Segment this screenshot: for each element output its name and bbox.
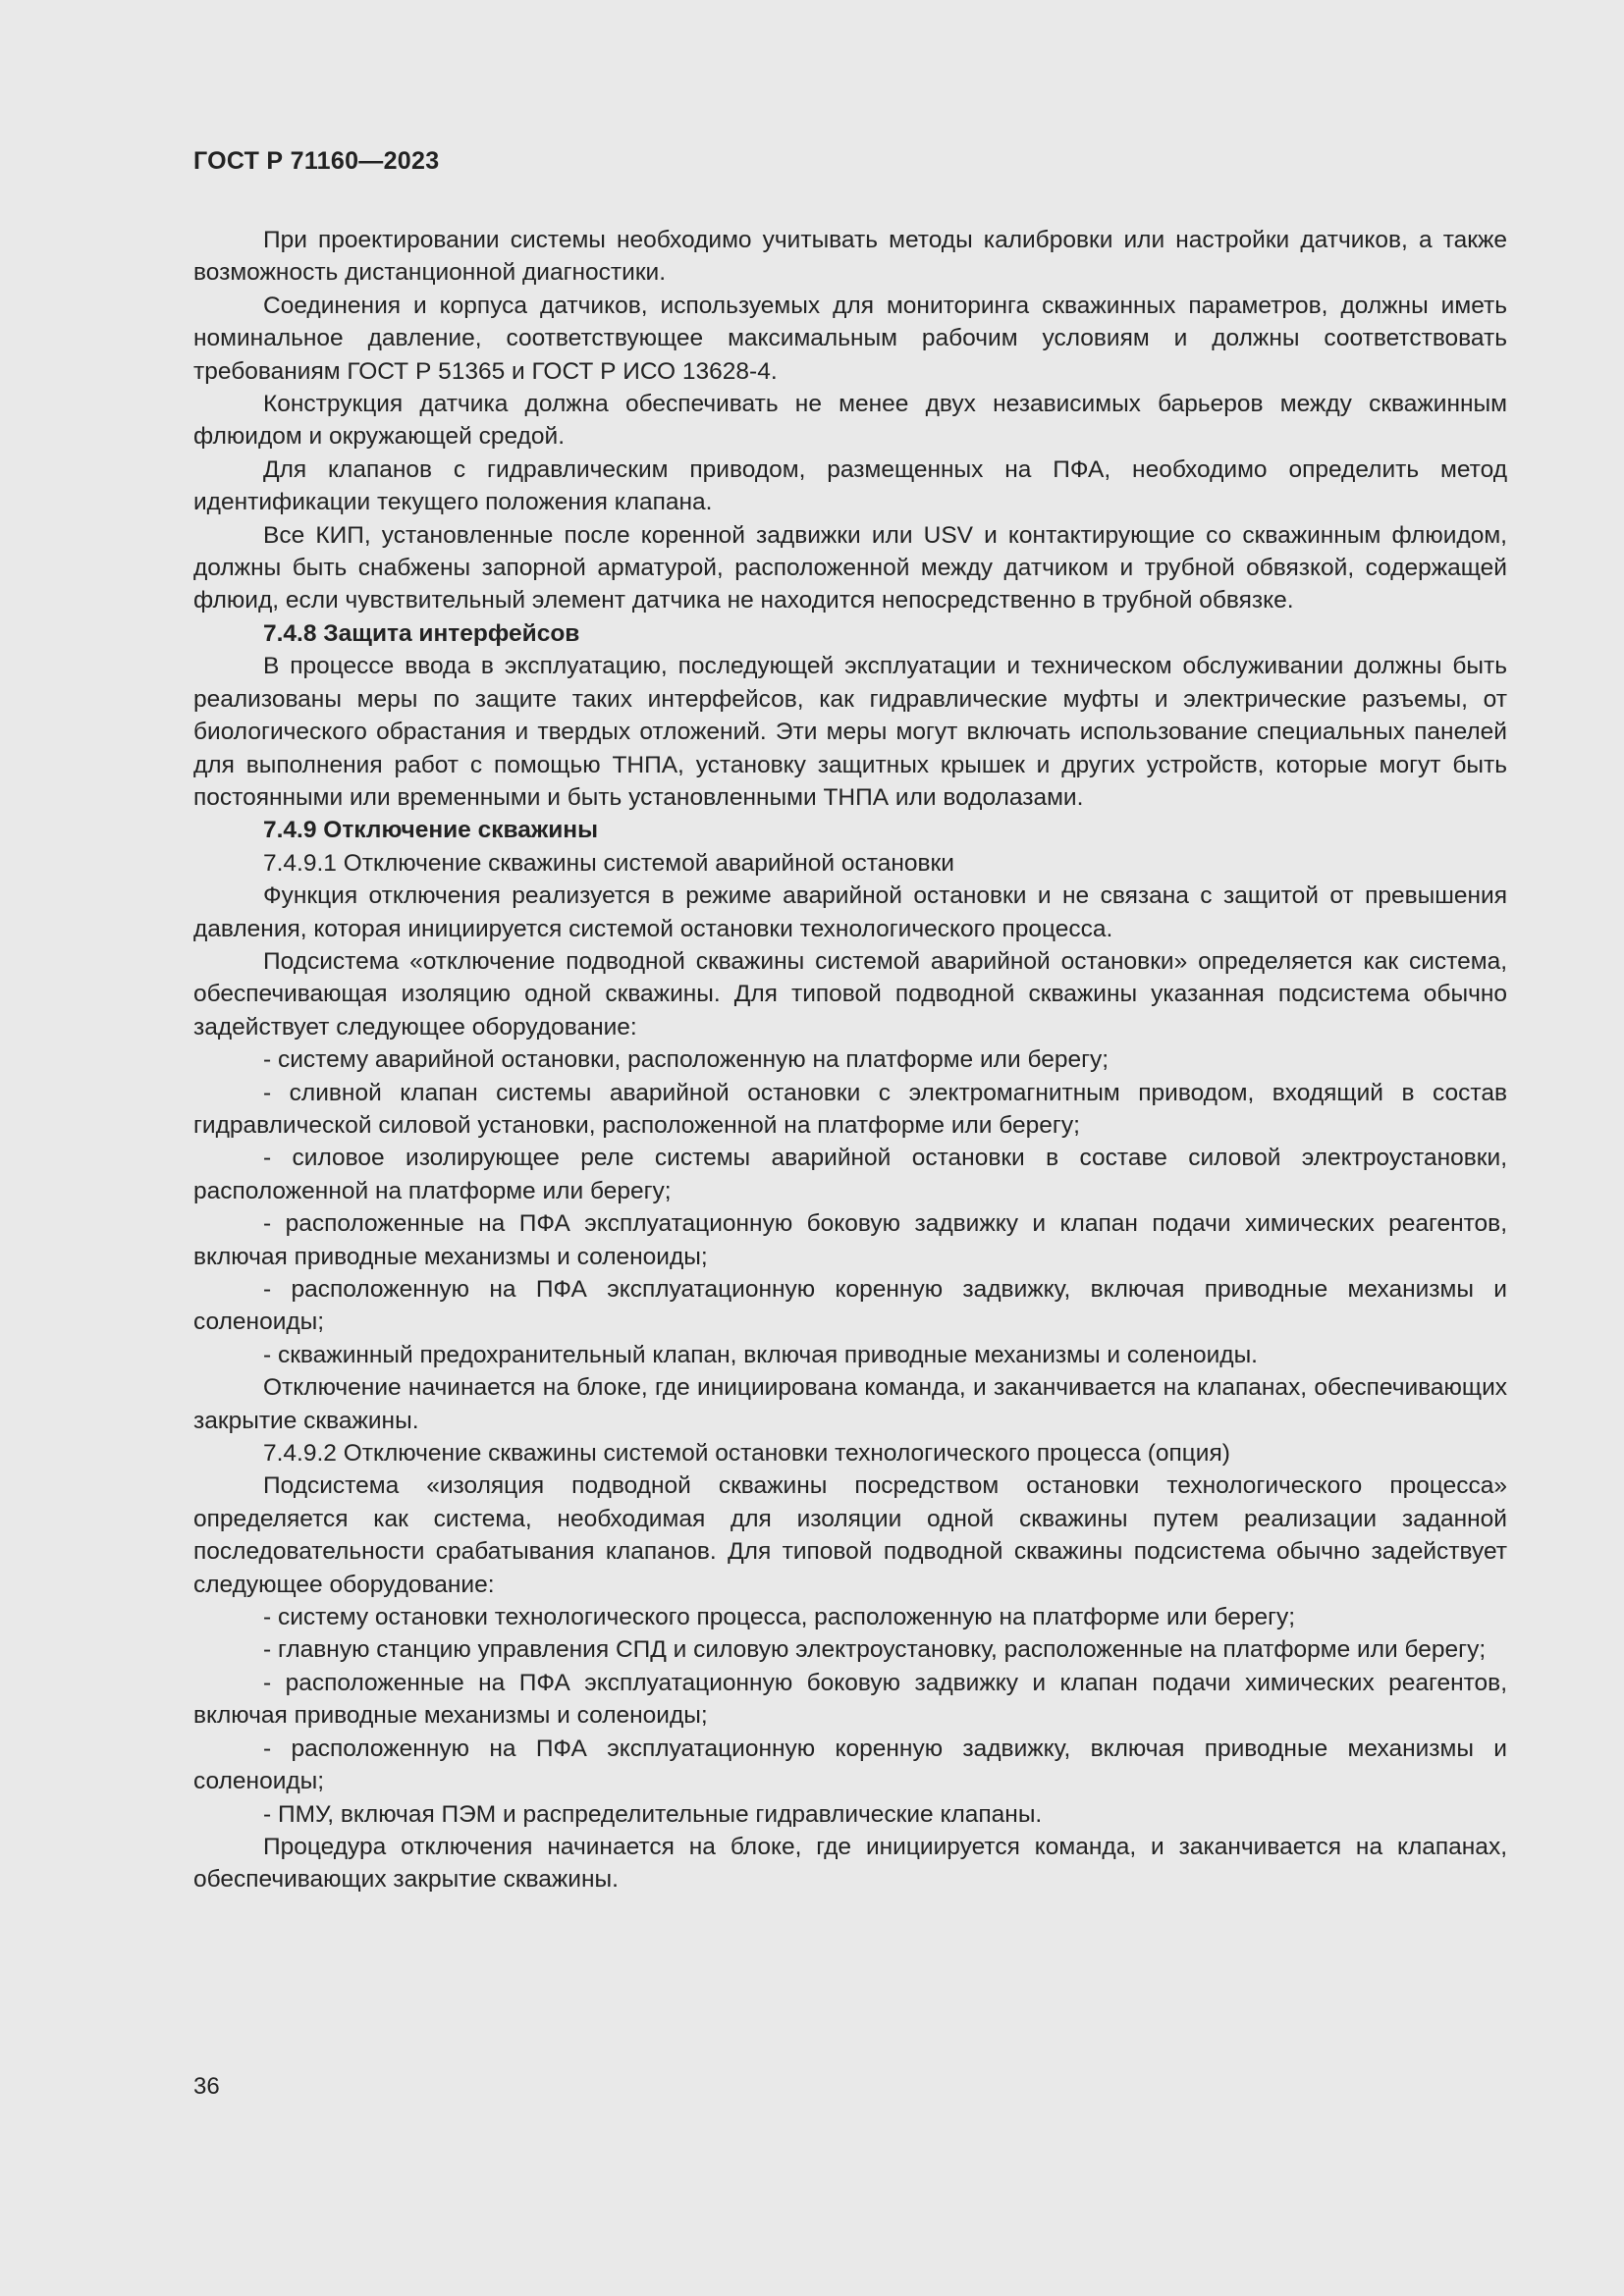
paragraph: Подсистема «отключение подводной скважины системой аварийной остановки» определяется как система, обеспечивающая изоляцию одной скважины. Для типовой подводной скважины указанная подсистема обычно задействует следующее оборудование: [193,947,1507,1041]
paragraph: Все КИП, установленные после коренной задвижки или USV и контактирующие со скважинным флюидом, должны быть снабжены запорной арматурой, расположенной между датчиком и трубной обвязкой, содержащей флюид, если чувствительный элемент датчика не находится непосредственно в трубной обвязке. [193,521,1507,614]
paragraph: Отключение начинается на блоке, где инициирована команда, и заканчивается на клапанах, обеспечивающих закрытие скважины. [193,1374,1507,1434]
list-item: - систему аварийной остановки, расположенную на платформе или берегу; [263,1046,1110,1074]
list-item: - ПМУ, включая ПЭМ и распределительные гидравлические клапаны. [263,1800,1043,1828]
paragraph: Соединения и корпуса датчиков, используемых для мониторинга скважинных параметров, должны иметь номинальное давление, соответствующее максимальным рабочим условиям и должны соответствовать требованиям ГОСТ Р 51365 и ГОСТ Р ИСО 13628-4. [193,292,1507,385]
list-item: - расположенные на ПФА эксплуатационную боковую задвижку и клапан подачи химических реагентов, включая приводные механизмы и соленоиды; [193,1210,1507,1270]
paragraph: Подсистема «изоляция подводной скважины посредством остановки технологического процесса» определяется как система, необходимая для изоляции одной скважины путем реализации заданной последовательности срабатывания клапанов. Для типовой подводной скважины подсистема обычно задействует следующее оборудование: [193,1472,1507,1598]
document-header: ГОСТ Р 71160—2023 [193,147,440,175]
section-heading: 7.4.9 Отключение скважины [263,817,599,844]
list-item: - расположенную на ПФА эксплуатационную коренную задвижку, включая приводные механизмы и соленоиды; [193,1735,1507,1795]
paragraph: 7.4.9.1 Отключение скважины системой аварийной остановки [263,849,954,877]
paragraph: Процедура отключения начинается на блоке, где инициируется команда, и заканчивается на клапанах, обеспечивающих закрытие скважины. [193,1833,1507,1894]
paragraph: 7.4.9.2 Отключение скважины системой остановки технологического процесса (опция) [263,1440,1230,1468]
paragraph: Конструкция датчика должна обеспечивать не менее двух независимых барьеров между скважинным флюидом и окружающей средой. [193,391,1507,451]
list-item: - сливной клапан системы аварийной остановки с электромагнитным приводом, входящий в состав гидравлической силовой установки, расположенной на платформе или берегу; [193,1079,1507,1139]
paragraph: В процессе ввода в эксплуатацию, последующей эксплуатации и техническом обслуживании должны быть реализованы меры по защите таких интерфейсов, как гидравлические муфты и электрические разъемы, от биологического обрастания и твердых отложений. Эти меры могут включать использование специальных панелей для выполнения работ с помощью ТНПА, установку защитных крышек и других устройств, которые могут быть постоянными или временными и быть установленными ТНПА или водолазами. [193,653,1507,811]
section-heading: 7.4.8 Защита интерфейсов [263,619,580,647]
paragraph: Функция отключения реализуется в режиме аварийной остановки и не связана с защитой от превышения давления, которая инициируется системой остановки технологического процесса. [193,882,1507,942]
paragraph: При проектировании системы необходимо учитывать методы калибровки или настройки датчиков, а также возможность дистанционной диагностики. [193,227,1507,287]
page-number: 36 [193,2073,220,2100]
list-item: - расположенную на ПФА эксплуатационную коренную задвижку, включая приводные механизмы и соленоиды; [193,1276,1507,1336]
paragraph: Для клапанов с гидравлическим приводом, размещенных на ПФА, необходимо определить метод идентификации текущего положения клапана. [193,455,1507,516]
list-item: - силовое изолирующее реле системы аварийной остановки в составе силовой электроустановки, расположенной на платформе или берегу; [193,1145,1507,1204]
document-body [193,224,1507,1896]
list-item: - главную станцию управления СПД и силовую электроустановку, расположенные на платформе или берегу; [263,1636,1487,1664]
list-item: - систему остановки технологического процесса, расположенную на платформе или берегу; [263,1604,1296,1631]
list-item: - расположенные на ПФА эксплуатационную боковую задвижку и клапан подачи химических реагентов, включая приводные механизмы и соленоиды; [193,1669,1507,1730]
list-item: - скважинный предохранительный клапан, включая приводные механизмы и соленоиды. [263,1341,1258,1368]
